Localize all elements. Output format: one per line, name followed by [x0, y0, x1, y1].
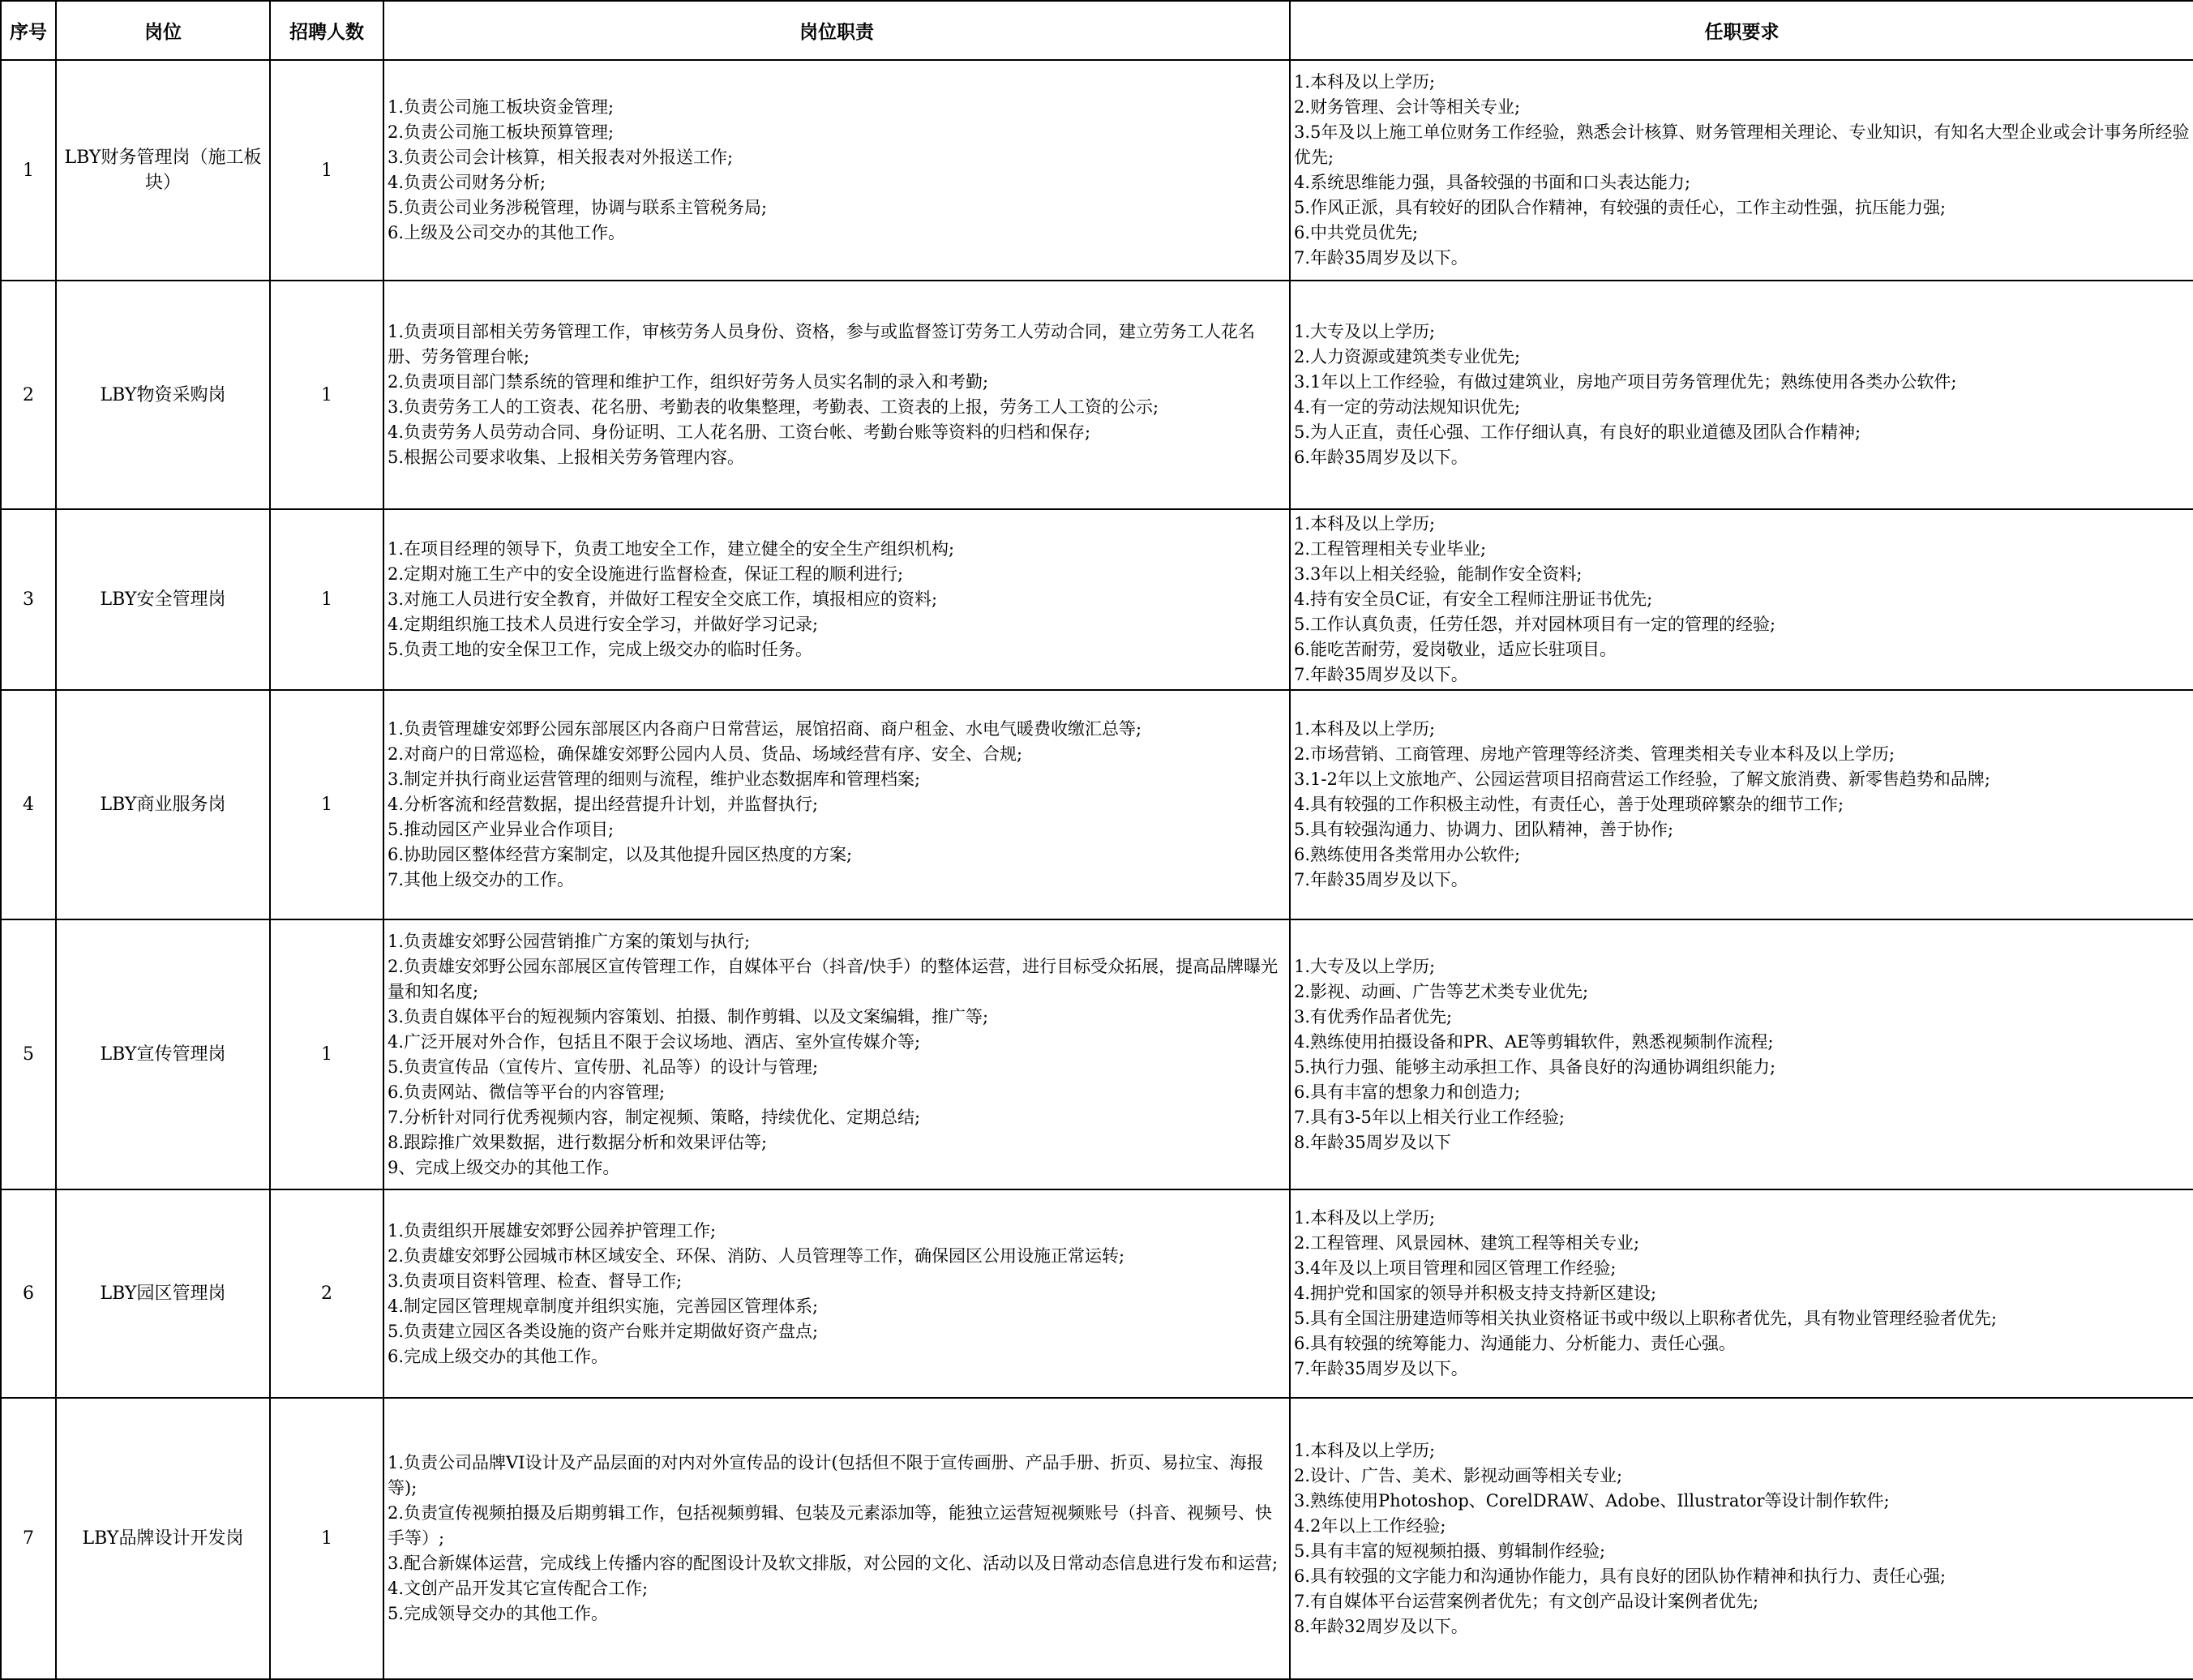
cell-requirements: [1290, 281, 2193, 509]
requirement-item: 6.能吃苦耐劳，爱岗敬业，适应长驻项目。: [1294, 640, 1617, 659]
requirement-item: 2.市场营销、工商管理、房地产管理等经济类、管理类相关专业本科及以上学历;: [1294, 744, 1895, 764]
requirement-item: 3.5年及以上施工单位财务工作经验，熟悉会计核算、财务管理相关理论、专业知识，有知名大型企业或会计事务所经验优先;: [1294, 122, 2190, 167]
cell-position: LBY财务管理岗（施工板块）: [56, 60, 270, 281]
requirement-item: 6.年龄35周岁及以下。: [1294, 448, 1468, 467]
duty-item: 4.文创产品开发其它宣传配合工作;: [388, 1579, 649, 1598]
cell-count: 1: [270, 1398, 383, 1679]
requirement-item: 5.为人正直，责任心强、工作仔细认真，有良好的职业道德及团队合作精神;: [1294, 422, 1861, 442]
duty-item: 2.定期对施工生产中的安全设施进行监督检查，保证工程的顺利进行;: [388, 564, 904, 584]
cell-requirements: [1290, 690, 2193, 919]
cell-count: 2: [270, 1189, 383, 1398]
duty-item: 4.负责公司财务分析;: [388, 173, 546, 192]
requirement-item: 7.具有3-5年以上相关行业工作经验;: [1294, 1107, 1565, 1127]
duty-item: 7.分析针对同行优秀视频内容，制定视频、策略，持续优化、定期总结;: [388, 1107, 921, 1127]
duty-item: 3.负责劳务工人的工资表、花名册、考勤表的收集整理，考勤表、工资表的上报，劳务工人工资的公示;: [388, 397, 1159, 417]
duty-item: 3.负责公司会计核算，相关报表对外报送工作;: [388, 148, 734, 167]
requirement-item: 5.具有丰富的短视频拍摄、剪辑制作经验;: [1294, 1541, 1606, 1561]
duty-item: 6.上级及公司交办的其他工作。: [388, 223, 626, 242]
duty-item: 4.定期组织施工技术人员进行安全学习，并做好学习记录;: [388, 615, 819, 634]
requirement-item: 1.本科及以上学历;: [1294, 1208, 1436, 1228]
requirement-item: 1.本科及以上学历;: [1294, 719, 1436, 739]
duty-item: 1.在项目经理的领导下，负责工地安全工作，建立健全的安全生产组织机构;: [388, 539, 955, 559]
duty-item: 4.分析客流和经营数据，提出经营提升计划，并监督执行;: [388, 795, 819, 814]
requirement-item: 7.年龄35周岁及以下。: [1294, 870, 1468, 889]
requirement-item: 2.工程管理、风景园林、建筑工程等相关专业;: [1294, 1233, 1640, 1253]
requirement-item: 5.工作认真负责，任劳任怨，并对园林项目有一定的管理的经验;: [1294, 615, 1776, 634]
requirement-item: 5.作风正派，具有较好的团队合作精神，有较强的责任心，工作主动性强，抗压能力强;: [1294, 198, 1947, 217]
header-requirements: 任职要求: [1290, 1, 2193, 60]
duty-item: 2.负责雄安郊野公园城市林区域安全、环保、消防、人员管理等工作，确保园区公用设施正常运转;: [388, 1245, 1125, 1266]
requirement-item: 3.3年以上相关经验，能制作安全资料;: [1294, 564, 1583, 584]
duty-item: 7.其他上级交办的工作。: [388, 870, 575, 889]
duty-item: 5.推动园区产业异业合作项目;: [388, 820, 615, 839]
requirement-item: 2.人力资源或建筑类专业优先;: [1294, 347, 1521, 366]
duty-item: 3.制定并执行商业运营管理的细则与流程，维护业态数据库和管理档案;: [388, 769, 921, 789]
cell-duties: [383, 281, 1290, 509]
duty-item: 2.负责雄安郊野公园东部展区宣传管理工作，自媒体平台（抖音/快手）的整体运营，进行目标受众拓展，提高品牌曝光量和知名度;: [388, 956, 1279, 1001]
requirement-item: 4.持有安全员C证，有安全工程师注册证书优先;: [1294, 589, 1653, 609]
requirement-item: 6.具有较强的文字能力和沟通协作能力，具有良好的团队协作精神和执行力、责任心强;: [1294, 1566, 1947, 1586]
requirement-item: 2.影视、动画、广告等艺术类专业优先;: [1294, 981, 1589, 1001]
requirement-item: 7.有自媒体平台运营案例者优先；有文创产品设计案例者优先;: [1294, 1591, 1759, 1611]
cell-duties: [383, 1398, 1290, 1679]
requirement-item: 1.大专及以上学历;: [1294, 322, 1436, 341]
requirement-item: 5.具有较强沟通力、协调力、团队精神，善于协作;: [1294, 820, 1674, 839]
duty-item: 2.负责公司施工板块预算管理;: [388, 122, 615, 142]
cell-requirements: [1290, 60, 2193, 281]
table-row: [1, 1189, 2193, 1398]
header-row: [1, 1, 2193, 60]
duty-item: 2.负责项目部门禁系统的管理和维护工作，组织好劳务人员实名制的录入和考勤;: [388, 372, 989, 392]
requirement-item: 3.熟练使用Photoshop、CorelDRAW、Adobe、Illustrator等设计制作软件;: [1294, 1490, 1890, 1511]
duty-item: 4.广泛开展对外合作，包括且不限于会议场地、酒店、室外宣传媒介等;: [388, 1031, 921, 1052]
requirement-item: 4.熟练使用拍摄设备和PR、AE等剪辑软件，熟悉视频制作流程;: [1294, 1031, 1774, 1052]
header-count: 招聘人数: [270, 1, 383, 60]
table-row: [1, 919, 2193, 1189]
cell-count: 1: [270, 281, 383, 509]
cell-position: LBY商业服务岗: [56, 690, 270, 919]
cell-seq: 6: [1, 1189, 56, 1398]
requirement-item: 2.财务管理、会计等相关专业;: [1294, 97, 1521, 117]
requirement-item: 6.具有丰富的想象力和创造力;: [1294, 1082, 1521, 1102]
duty-item: 6.完成上级交办的其他工作。: [388, 1346, 609, 1366]
table-row: [1, 1398, 2193, 1679]
duty-item: 4.负责劳务人员劳动合同、身份证明、工人花名册、工资台帐、考勤台账等资料的归档和保存;: [388, 422, 1091, 442]
requirement-item: 6.中共党员优先;: [1294, 223, 1419, 242]
header-seq: 序号: [1, 1, 56, 60]
cell-count: 1: [270, 60, 383, 281]
cell-seq: 3: [1, 509, 56, 690]
duty-item: 5.负责建立园区各类设施的资产台账并定期做好资产盘点;: [388, 1321, 819, 1341]
table-row: [1, 60, 2193, 281]
cell-position: LBY宣传管理岗: [56, 919, 270, 1189]
requirement-item: 7.年龄35周岁及以下。: [1294, 248, 1468, 268]
requirement-item: 1.本科及以上学历;: [1294, 514, 1436, 534]
duty-item: 1.负责雄安郊野公园营销推广方案的策划与执行;: [388, 931, 751, 951]
duty-item: 2.负责宣传视频拍摄及后期剪辑工作，包括视频剪辑、包装及元素添加等，能独立运营短视频账号（抖音、视频号、快手等）;: [388, 1503, 1273, 1548]
duty-item: 1.负责公司品牌VI设计及产品层面的对内对外宣传品的设计(包括但不限于宣传画册、产品手册、折页、易拉宝、海报等);: [388, 1453, 1264, 1498]
cell-requirements: [1290, 919, 2193, 1189]
requirement-item: 4.2年以上工作经验;: [1294, 1515, 1446, 1536]
cell-duties: [383, 509, 1290, 690]
duty-item: 5.根据公司要求收集、上报相关劳务管理内容。: [388, 448, 745, 467]
cell-requirements: [1290, 509, 2193, 690]
requirement-item: 3.1-2年以上文旅地产、公园运营项目招商营运工作经验，了解文旅消费、新零售趋势和品牌;: [1294, 769, 1990, 789]
requirement-item: 6.熟练使用各类常用办公软件;: [1294, 845, 1521, 864]
cell-count: 1: [270, 690, 383, 919]
requirement-item: 1.本科及以上学历;: [1294, 72, 1436, 92]
cell-seq: 2: [1, 281, 56, 509]
table-row: [1, 281, 2193, 509]
requirement-item: 1.本科及以上学历;: [1294, 1440, 1436, 1460]
cell-seq: 7: [1, 1398, 56, 1679]
requirement-item: 6.具有较强的统筹能力、沟通能力、分析能力、责任心强。: [1294, 1334, 1737, 1353]
cell-position: LBY物资采购岗: [56, 281, 270, 509]
requirement-item: 4.有一定的劳动法规知识优先;: [1294, 397, 1521, 417]
cell-count: 1: [270, 509, 383, 690]
cell-requirements: [1290, 1398, 2193, 1679]
cell-count: 1: [270, 919, 383, 1189]
duty-item: 5.负责宣传品（宣传片、宣传册、礼品等）的设计与管理;: [388, 1056, 819, 1077]
requirement-item: 2.设计、广告、美术、影视动画等相关专业;: [1294, 1465, 1623, 1485]
duty-item: 4.制定园区管理规章制度并组织实施，完善园区管理体系;: [388, 1296, 819, 1316]
duty-item: 3.负责自媒体平台的短视频内容策划、拍摄、制作剪辑、以及文案编辑，推广等;: [388, 1006, 989, 1026]
duty-item: 5.完成领导交办的其他工作。: [388, 1604, 609, 1623]
duty-item: 8.跟踪推广效果数据，进行数据分析和效果评估等;: [388, 1132, 768, 1152]
duty-item: 1.负责组织开展雄安郊野公园养护管理工作;: [388, 1220, 717, 1241]
cell-position: LBY园区管理岗: [56, 1189, 270, 1398]
requirement-item: 4.拥护党和国家的领导并积极支持支持新区建设;: [1294, 1284, 1657, 1303]
duty-item: 1.负责项目部相关劳务管理工作，审核劳务人员身份、资格，参与或监督签订劳务工人劳动合同，建立劳务工人花名册、劳务管理台帐;: [388, 322, 1256, 366]
table-row: [1, 509, 2193, 690]
requirement-item: 8.年龄32周岁及以下。: [1294, 1616, 1468, 1636]
requirement-item: 5.具有全国注册建造师等相关执业资格证书或中级以上职称者优先，具有物业管理经验者优先;: [1294, 1309, 1998, 1328]
requirement-item: 3.4年及以上项目管理和园区管理工作经验;: [1294, 1258, 1617, 1278]
duty-item: 1.负责管理雄安郊野公园东部展区内各商户日常营运，展馆招商、商户租金、水电气暖费收缴汇总等;: [388, 719, 1142, 739]
duty-item: 5.负责工地的安全保卫工作，完成上级交办的临时任务。: [388, 640, 813, 659]
requirement-item: 3.1年以上工作经验，有做过建筑业，房地产项目劳务管理优先；熟练使用各类办公软件;: [1294, 372, 1957, 392]
requirement-item: 3.有优秀作品者优先;: [1294, 1006, 1453, 1026]
cell-duties: [383, 1189, 1290, 1398]
requirement-item: 5.执行力强、能够主动承担工作、具备良好的沟通协调组织能力;: [1294, 1056, 1776, 1077]
requirement-item: 4.系统思维能力强，具备较强的书面和口头表达能力;: [1294, 173, 1691, 192]
duty-item: 2.对商户的日常巡检，确保雄安郊野公园内人员、货品、场域经营有序、安全、合规;: [388, 744, 1023, 764]
requirement-item: 7.年龄35周岁及以下。: [1294, 665, 1468, 684]
cell-requirements: [1290, 1189, 2193, 1398]
header-duties: 岗位职责: [383, 1, 1290, 60]
cell-duties: [383, 919, 1290, 1189]
duty-item: 1.负责公司施工板块资金管理;: [388, 97, 615, 117]
cell-position: LBY安全管理岗: [56, 509, 270, 690]
duty-item: 9、完成上级交办的其他工作。: [388, 1157, 620, 1177]
duty-item: 3.负责项目资料管理、检查、督导工作;: [388, 1271, 683, 1291]
duty-item: 5.负责公司业务涉税管理，协调与联系主管税务局;: [388, 198, 768, 217]
requirement-item: 2.工程管理相关专业毕业;: [1294, 539, 1487, 559]
requirement-item: 1.大专及以上学历;: [1294, 956, 1436, 976]
duty-item: 6.负责网站、微信等平台的内容管理;: [388, 1082, 666, 1102]
requirement-item: 7.年龄35周岁及以下。: [1294, 1359, 1468, 1378]
cell-seq: 1: [1, 60, 56, 281]
cell-seq: 5: [1, 919, 56, 1189]
cell-seq: 4: [1, 690, 56, 919]
duty-item: 3.配合新媒体运营，完成线上传播内容的配图设计及软文排版，对公园的文化、活动以及日常动态信息进行发布和运营;: [388, 1554, 1279, 1573]
cell-duties: [383, 690, 1290, 919]
duty-item: 6.协助园区整体经营方案制定，以及其他提升园区热度的方案;: [388, 845, 853, 864]
cell-position: LBY品牌设计开发岗: [56, 1398, 270, 1679]
table-row: [1, 690, 2193, 919]
header-position: 岗位: [56, 1, 270, 60]
cell-duties: [383, 60, 1290, 281]
requirement-item: 4.具有较强的工作积极主动性，有责任心，善于处理琐碎繁杂的细节工作;: [1294, 795, 1844, 814]
duty-item: 3.对施工人员进行安全教育，并做好工程安全交底工作，填报相应的资料;: [388, 589, 938, 609]
requirement-item: 8.年龄35周岁及以下: [1294, 1132, 1451, 1152]
